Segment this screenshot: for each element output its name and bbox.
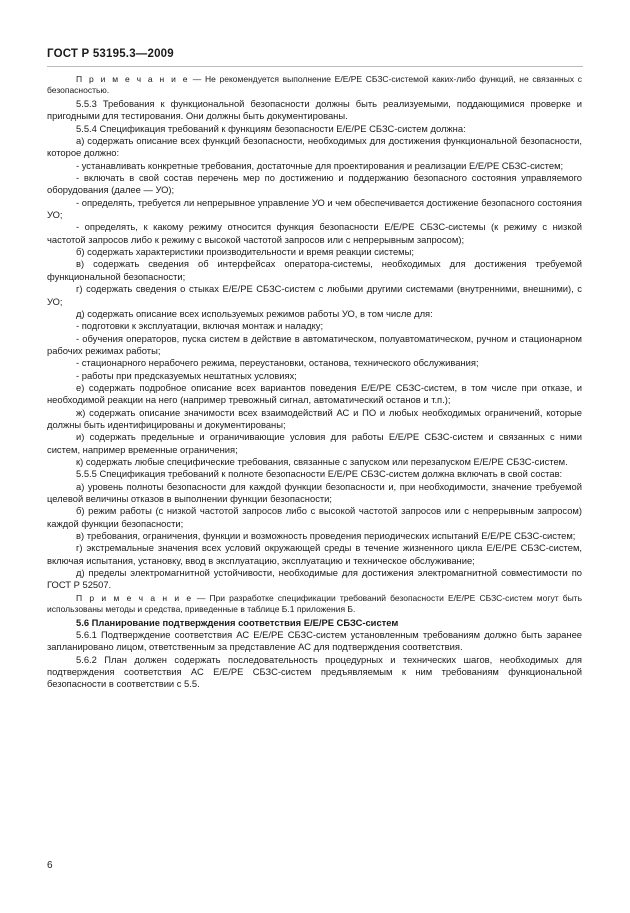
page-number: 6 — [47, 860, 53, 871]
body-paragraph: к) содержать любые специфические требования, связанные с запуском или перезапуском Е/Е/РЕ СБЗС-систем. — [76, 455, 568, 467]
body-paragraph: г) содержать сведения о стыках Е/Е/РЕ СБЗС-систем с любыми другими системами (внутренними, внешними), с УО; — [47, 283, 582, 307]
body-paragraph: - определять, к какому режиму относится функция безопасности Е/Е/РЕ СБЗС-системы (к режиму с низкой частотой запросов либо к режиму с высокой частотой запросов или с непрерывным запросом); — [47, 221, 582, 245]
body-paragraph: 5.5.3 Требования к функциональной безопасности должны быть реализуемыми, поддающимися проверке и пригодными для тестирования. Они должны быть документированы. — [47, 98, 582, 122]
body-paragraph: - устанавливать конкретные требования, достаточные для проектирования и реализации Е/Е/РЕ СБЗС-систем; — [76, 159, 564, 171]
body-paragraph: 5.6.2 План должен содержать последовательность процедурных и технических шагов, необходимых для подтверждения соответствия АС Е/Е/РЕ СБЗС-систем предъявляемым к ним требованиям функциональной безопасности в соответствии с 5.5. — [47, 653, 582, 690]
body-paragraph: а) содержать описание всех функций безопасности, необходимых для достижения функциональной безопасности, которое должно: — [47, 135, 582, 159]
body-paragraph: 5.5.4 Спецификация требований к функциям безопасности Е/Е/РЕ СБЗС-систем должна: — [76, 122, 466, 134]
body-paragraph: в) содержать сведения об интерфейсах оператора-системы, необходимых для достижения требуемой функциональной безопасности; — [47, 258, 582, 282]
document-body — [47, 73, 582, 691]
body-paragraph: б) режим работы (с низкой частотой запросов либо с высокой частотой запросов или с непрерывным запросом) каждой функции безопасности; — [47, 505, 582, 529]
section-heading: 5.6 Планирование подтверждения соответствия Е/Е/РЕ СБЗС-систем — [76, 616, 399, 628]
body-paragraph: - подготовки к эксплуатации, включая монтаж и наладку; — [76, 320, 324, 332]
body-paragraph: д) содержать описание всех используемых режимов работы УО, в том числе для: — [76, 307, 433, 319]
body-paragraph: - работы при предсказуемых нештатных условиях; — [76, 369, 297, 381]
body-paragraph: - стационарного нерабочего режима, переустановки, останова, технического обслуживания; — [76, 357, 479, 369]
note-prefix: П р и м е ч а н и е — [76, 74, 190, 84]
body-paragraph: е) содержать подробное описание всех вариантов поведения Е/Е/РЕ СБЗС-систем, в том числе при отказе, и необходимой реакции на него (например тревожный сигнал, автоматический останов и т.п.); — [47, 381, 582, 406]
header-divider — [47, 66, 583, 67]
note-text: — Не рекомендуется выполнение Е/Е/РЕ СБЗС-системой каких-либо функций, не связанных с безопасностью. — [47, 74, 583, 95]
note-text: — При разработке спецификации требований безопасности Е/Е/РЕ СБЗС-систем могут быть использованы методы и средства, приведенные в таблице Б.1 приложения Б. — [47, 592, 582, 614]
body-paragraph: а) уровень полноты безопасности для каждой функции безопасности и, при необходимости, значение требуемой целевой величины отказов в выполнении функции безопасности; — [47, 480, 582, 504]
document-header: ГОСТ Р 53195.3—2009 — [47, 48, 174, 60]
note-prefix: П р и м е ч а н и е — [76, 592, 193, 603]
body-paragraph: 5.6.1 Подтверждение соответствия АС Е/Е/РЕ СБЗС-систем установленным требованиям должно быть заранее запланировано лицом, ответственным за представление АС для подтверждения соответствия. — [47, 629, 582, 653]
body-paragraph: - включать в свой состав перечень мер по достижению и поддержанию безопасного состояния управляемого оборудования (далее — УО); — [47, 172, 582, 196]
body-paragraph: б) содержать характеристики производительности и время реакции системы; — [76, 246, 414, 258]
body-paragraph: в) требования, ограничения, функции и возможность проведения периодических испытаний Е/Е/РЕ СБЗС-систем; — [76, 530, 576, 542]
body-paragraph: - определять, требуется ли непрерывное управление УО и чем обеспечивается достижение безопасного состояния УО; — [47, 196, 582, 221]
body-paragraph: - обучения операторов, пуска систем в действие в автоматическом, полуавтоматическом, ручном и стационарном рабочих режимах работы; — [47, 332, 582, 356]
body-paragraph: 5.5.5 Спецификация требований к полноте безопасности Е/Е/РЕ СБЗС-систем должна включать в свой состав: — [76, 468, 563, 480]
body-paragraph: г) экстремальные значения всех условий окружающей среды в течение жизненного цикла Е/Е/РЕ СБЗС-систем, включая испытания, установку, ввод в эксплуатацию, эксплуатацию и техническое обслуживание; — [47, 542, 582, 566]
body-paragraph: и) содержать предельные и ограничивающие условия для работы Е/Е/РЕ СБЗС-систем и связанных с ними систем, например временные ограничения; — [47, 431, 582, 455]
body-paragraph: д) пределы электромагнитной устойчивости, необходимые для достижения электромагнитной совместимости по ГОСТ Р 52507. — [47, 567, 582, 591]
body-paragraph: ж) содержать описание значимости всех взаимодействий АС и ПО и любых необходимых ограничений, которые должны быть идентифицированы и документированы; — [47, 406, 582, 430]
note-paragraph — [47, 593, 582, 615]
note-paragraph — [47, 74, 582, 96]
